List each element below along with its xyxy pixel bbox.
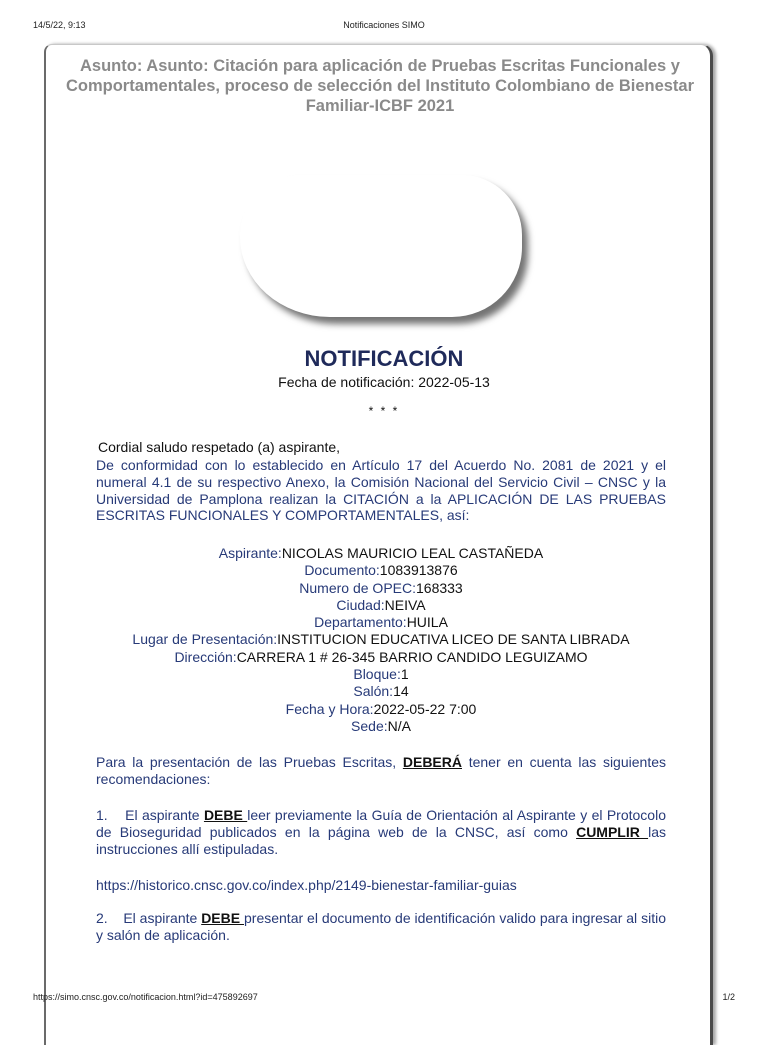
emphasis-debe-2: DEBE — [201, 910, 244, 926]
emphasis-debera: DEBERÁ — [402, 754, 462, 770]
emphasis-cumplir: CUMPLIR — [576, 823, 649, 840]
field-aspirante: Aspirante:NICOLAS MAURICIO LEAL CASTAÑEDA — [218, 545, 544, 561]
field-salon: Salón:14 — [353, 683, 409, 700]
logo-placeholder — [240, 175, 522, 317]
emphasis-debe: DEBE — [203, 807, 248, 823]
field-lugar: Lugar de Presentación:INSTITUCION EDUCATIVA LICEO DE SANTA LIBRADA — [132, 631, 630, 648]
guides-link[interactable]: https://historico.cnsc.gov.co/index.php/2149-bienestar-familiar-guias — [96, 877, 517, 893]
recommendations-intro: Para la presentación de las Pruebas Escritas, DEBERÁ tener en cuenta las siguientes recomendaciones: — [96, 754, 666, 787]
subject-heading: Asunto: Asunto: Citación para aplicación de Pruebas Escritas Funcionales y Comportamentales, proceso de selección del Instituto Colombiano de Bienestar Familiar-ICBF 2021 — [65, 57, 695, 115]
field-ciudad: Ciudad:NEIVA — [336, 596, 426, 613]
field-departamento: Departamento:HUILA — [314, 614, 448, 631]
separator: * * * — [368, 404, 400, 418]
print-title: Notificaciones SIMO — [343, 20, 425, 30]
print-header — [0, 0, 768, 40]
field-direccion: Dirección:CARRERA 1 # 26-345 BARRIO CANDIDO LEGUIZAMO — [174, 648, 588, 665]
print-footer — [0, 992, 768, 1012]
field-bloque: Bloque:1 — [353, 666, 409, 683]
field-documento: Documento:1083913876 — [304, 562, 458, 579]
page-number: 1/2 — [722, 992, 735, 1002]
notification-date: Fecha de notificación: 2022-05-13 — [278, 374, 490, 390]
citation-details — [96, 545, 666, 735]
print-datetime: 14/5/22, 9:13 — [33, 20, 86, 30]
recommendation-1: 1. El aspirante DEBE leer previamente la Guía de Orientación al Aspirante y el Protocolo de Bioseguridad publicados en la página web de la CNSC, así como CUMPLIR las instrucciones allí estipuladas. — [96, 807, 666, 857]
greeting: Cordial saludo respetado (a) aspirante, — [98, 439, 341, 455]
field-opec: Numero de OPEC:168333 — [299, 579, 463, 596]
field-fecha-hora: Fecha y Hora:2022-05-22 7:00 — [285, 700, 477, 717]
recommendation-2: 2. El aspirante DEBE presentar el documento de identificación valido para ingresar al sitio y salón de aplicación. — [96, 910, 666, 943]
print-url: https://simo.cnsc.gov.co/notificacion.html?id=475892697 — [33, 992, 258, 1002]
field-sede: Sede:N/A — [351, 717, 411, 734]
notification-title: NOTIFICACIÓN — [304, 346, 464, 371]
intro-paragraph: De conformidad con lo establecido en Artículo 17 del Acuerdo No. 2081 de 2021 y el numeral 4.1 de su respectivo Anexo, la Comisión Nacional del Servicio Civil – CNSC y la Universidad de Pamplona realizan la CITACIÓN a la APLICACIÓN DE LAS PRUEBAS ESCRITAS FUNCIONALES Y COMPORTAMENTALES, así: — [96, 457, 666, 524]
